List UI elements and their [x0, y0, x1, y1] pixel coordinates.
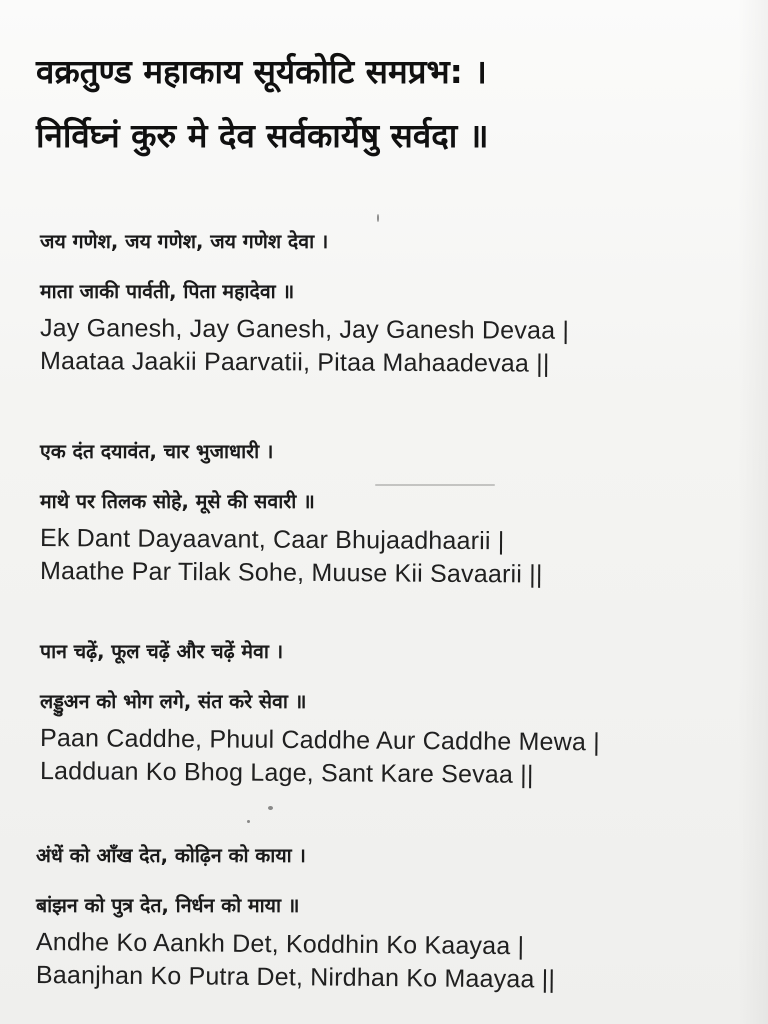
title-line-2: निर्विघ्नं कुरु मे देव सर्वकार्येषु सर्वदा ॥ [36, 116, 489, 155]
print-speck [247, 820, 250, 823]
print-speck [268, 806, 273, 810]
verse-2 [40, 436, 760, 588]
verse-1-hindi-line-2: माता जाकी पार्वती, पिता महादेवा ॥ [40, 280, 295, 303]
verse-2-hindi-line-1: एक दंत दयावंत, चार भुजाधारी । [40, 440, 274, 463]
verse-3-hindi-line-2: लड्डुअन को भोग लगे, संत करे सेवा ॥ [40, 690, 307, 713]
verse-4-transliteration-line-1: Andhe Ko Aankh Det, Koddhin Ko Kaayaa | [35, 928, 525, 961]
verse-4-hindi-line-1: अंधें को आँख देत, कोढ़िन को काया । [36, 844, 306, 867]
verse-1-hindi-line-1: जय गणेश, जय गणेश, जय गणेश देवा । [40, 230, 329, 253]
print-speck [377, 214, 379, 222]
title-line-1: वक्रतुण्ड महाकाय सूर्यकोटि समप्रभ: । [36, 52, 487, 91]
verse-3-transliteration-line-1: Paan Caddhe, Phuul Caddhe Aur Caddhe Mewa | [39, 724, 601, 757]
verse-4-hindi-line-2: बांझन को पुत्र देत, निर्धन को माया ॥ [36, 894, 300, 917]
verse-1-transliteration-line-1: Jay Ganesh, Jay Ganesh, Jay Ganesh Devaa | [39, 314, 570, 345]
verse-2-transliteration-line-1: Ek Dant Dayaavant, Caar Bhujaadhaarii | [39, 524, 505, 556]
verse-1 [40, 226, 760, 378]
verse-2-hindi-line-2: माथे पर तिलक सोहे, मूसे की सवारी ॥ [40, 490, 315, 513]
verse-1-transliteration-line-2: Maataa Jaakii Paarvatii, Pitaa Mahaadevaa || [39, 347, 550, 378]
verse-2-transliteration-line-2: Maathe Par Tilak Sohe, Muuse Kii Savaarii || [39, 557, 543, 589]
verse-3 [40, 636, 760, 788]
verse-4-transliteration-line-2: Baanjhan Ko Putra Det, Nirdhan Ko Maayaa || [35, 961, 556, 994]
verse-3-transliteration-line-2: Ladduan Ko Bhog Lage, Sant Kare Sevaa || [39, 757, 534, 789]
verse-4 [36, 840, 756, 992]
verse-3-hindi-line-1: पान चढ़ें, फूल चढ़ें और चढ़ें मेवा । [40, 640, 284, 663]
title-shloka [36, 40, 736, 168]
print-smudge [375, 484, 495, 486]
